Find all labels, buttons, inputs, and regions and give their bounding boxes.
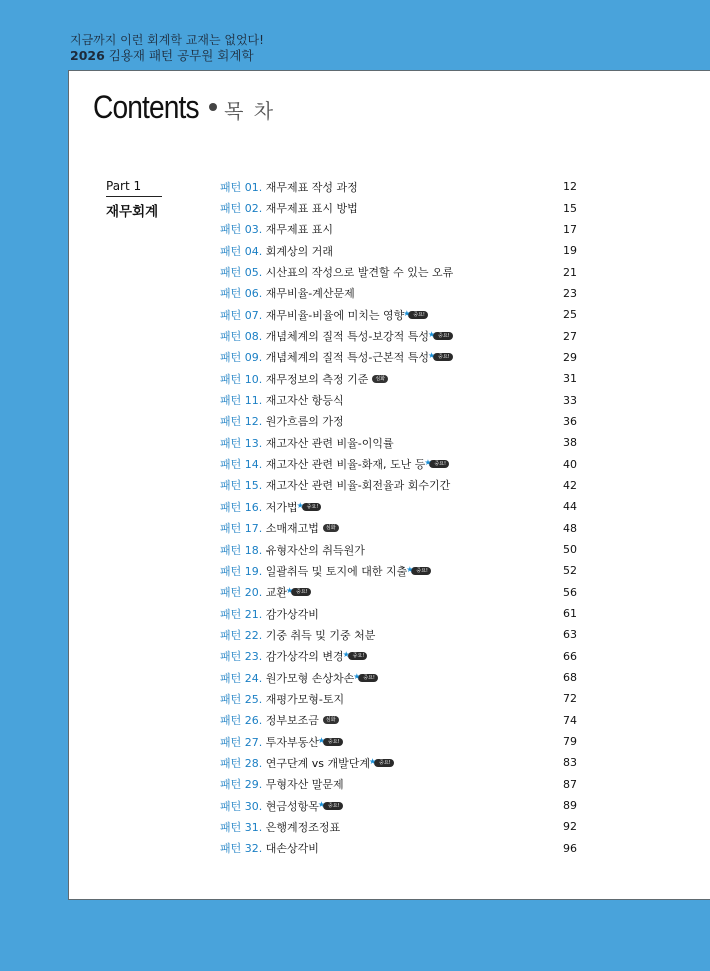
toc-entry[interactable] xyxy=(220,496,580,517)
pattern-number: 패턴 25. xyxy=(220,692,263,706)
toc-entry[interactable] xyxy=(220,539,580,560)
pattern-title: 원가흐름의 가정 xyxy=(265,415,344,429)
page-number: 36 xyxy=(563,414,577,428)
toc-list xyxy=(220,176,580,859)
advanced-badge: 심화 xyxy=(372,375,388,383)
pattern-title: 재고자산 관련 비율-이익률 xyxy=(265,436,394,450)
toc-entry[interactable] xyxy=(220,304,580,325)
toc-entry[interactable] xyxy=(220,688,580,709)
toc-entry[interactable] xyxy=(220,325,580,346)
pattern-number: 패턴 20. xyxy=(220,586,263,600)
advanced-badge: 심화 xyxy=(323,716,339,724)
toc-entry[interactable] xyxy=(220,475,580,496)
page-number: 72 xyxy=(563,692,577,706)
contents-title: Contents xyxy=(93,89,199,125)
pattern-number: 패턴 13. xyxy=(220,436,263,450)
pattern-title: 재무정보의 측정 기준 xyxy=(265,372,369,386)
important-badge: ★ 중요! xyxy=(374,759,394,767)
toc-entry[interactable] xyxy=(220,219,580,240)
page-number: 15 xyxy=(563,201,577,215)
part-label: Part 1 xyxy=(106,179,162,197)
important-badge: ★ 중요! xyxy=(323,738,343,746)
toc-entry[interactable] xyxy=(220,816,580,837)
pattern-title: 연구단계 vs 개발단계 xyxy=(265,756,370,770)
pattern-number: 패턴 31. xyxy=(220,820,263,834)
pattern-number: 패턴 21. xyxy=(220,607,263,621)
pattern-number: 패턴 29. xyxy=(220,778,263,792)
contents-heading xyxy=(93,89,275,126)
page-number: 12 xyxy=(563,180,577,194)
pattern-title: 재무제표 표시 xyxy=(265,223,334,237)
page-number: 96 xyxy=(563,841,577,855)
page-number: 31 xyxy=(563,372,577,386)
pattern-title: 현금성항목 xyxy=(265,799,319,813)
pattern-number: 패턴 14. xyxy=(220,458,263,472)
toc-entry[interactable] xyxy=(220,560,580,581)
pattern-title: 재고자산 관련 비율-회전율과 회수기간 xyxy=(265,479,451,493)
page-number: 68 xyxy=(563,671,577,685)
toc-entry[interactable] xyxy=(220,411,580,432)
page-number: 40 xyxy=(563,457,577,471)
pattern-title: 재무비율-비율에 미치는 영향 xyxy=(265,308,405,322)
pattern-title: 소매재고법 xyxy=(265,522,319,536)
pattern-number: 패턴 23. xyxy=(220,650,263,664)
page-number: 33 xyxy=(563,393,577,407)
page-number: 27 xyxy=(563,329,577,343)
pattern-title: 교환 xyxy=(265,586,288,600)
page-number: 25 xyxy=(563,308,577,322)
toc-entry[interactable] xyxy=(220,795,580,816)
toc-entry[interactable] xyxy=(220,838,580,859)
part-heading xyxy=(106,179,162,220)
pattern-title: 재무비율-계산문제 xyxy=(265,287,355,301)
toc-entry[interactable] xyxy=(220,389,580,410)
pattern-number: 패턴 24. xyxy=(220,671,263,685)
pattern-number: 패턴 07. xyxy=(220,308,263,322)
toc-entry[interactable] xyxy=(220,261,580,282)
pattern-number: 패턴 15. xyxy=(220,479,263,493)
page-number: 42 xyxy=(563,478,577,492)
pattern-title: 일괄취득 및 토지에 대한 지출 xyxy=(265,564,408,578)
pattern-title: 대손상각비 xyxy=(265,842,319,856)
bullet-dot-icon xyxy=(209,103,217,111)
important-badge: ★ 중요! xyxy=(433,353,453,361)
page-number: 21 xyxy=(563,265,577,279)
advanced-badge: 심화 xyxy=(323,524,339,532)
page-number: 66 xyxy=(563,649,577,663)
pattern-number: 패턴 30. xyxy=(220,799,263,813)
toc-entry[interactable] xyxy=(220,582,580,603)
pattern-title: 감가상각비 xyxy=(265,607,319,621)
pattern-title: 재평가모형-토지 xyxy=(265,692,345,706)
pattern-number: 패턴 22. xyxy=(220,628,263,642)
pattern-title: 정부보조금 xyxy=(265,714,319,728)
page-number: 44 xyxy=(563,500,577,514)
pattern-number: 패턴 16. xyxy=(220,500,263,514)
page-number: 17 xyxy=(563,222,577,236)
pattern-number: 패턴 08. xyxy=(220,330,263,344)
important-badge: ★ 중요! xyxy=(302,503,322,511)
book-title xyxy=(70,48,264,64)
page-number: 83 xyxy=(563,756,577,770)
page-number: 29 xyxy=(563,350,577,364)
page-number: 48 xyxy=(563,521,577,535)
pattern-number: 패턴 26. xyxy=(220,714,263,728)
important-badge: ★ 중요! xyxy=(348,652,368,660)
important-badge: ★ 중요! xyxy=(323,802,343,810)
pattern-title: 저가법 xyxy=(265,500,298,514)
toc-entry[interactable] xyxy=(220,752,580,773)
pattern-title: 시산표의 작성으로 발견할 수 있는 오류 xyxy=(265,266,454,280)
page-number: 52 xyxy=(563,564,577,578)
toc-entry[interactable] xyxy=(220,646,580,667)
pattern-number: 패턴 04. xyxy=(220,244,263,258)
pattern-title: 재무제표 작성 과정 xyxy=(265,180,358,194)
pattern-title: 원가모형 손상차손 xyxy=(265,671,355,685)
important-badge: ★ 중요! xyxy=(358,674,378,682)
toc-entry[interactable] xyxy=(220,667,580,688)
pattern-number: 패턴 11. xyxy=(220,394,263,408)
pattern-number: 패턴 02. xyxy=(220,202,263,216)
page-number: 38 xyxy=(563,436,577,450)
page-number: 50 xyxy=(563,543,577,557)
pattern-number: 패턴 10. xyxy=(220,372,263,386)
pattern-number: 패턴 18. xyxy=(220,543,263,557)
pattern-number: 패턴 17. xyxy=(220,522,263,536)
important-badge: ★ 중요! xyxy=(408,311,428,319)
book-header xyxy=(70,33,264,64)
pattern-title: 재고자산 항등식 xyxy=(265,394,344,408)
toc-entry[interactable] xyxy=(220,176,580,197)
pattern-number: 패턴 09. xyxy=(220,351,263,365)
pattern-number: 패턴 05. xyxy=(220,266,263,280)
contents-subtitle: 목 차 xyxy=(224,99,276,123)
pattern-number: 패턴 27. xyxy=(220,735,263,749)
contents-page xyxy=(68,70,710,900)
pattern-number: 패턴 19. xyxy=(220,564,263,578)
pattern-number: 패턴 03. xyxy=(220,223,263,237)
pattern-number: 패턴 06. xyxy=(220,287,263,301)
toc-entry[interactable] xyxy=(220,432,580,453)
toc-entry[interactable] xyxy=(220,624,580,645)
toc-entry[interactable] xyxy=(220,197,580,218)
pattern-title: 감가상각의 변경 xyxy=(265,650,344,664)
page-number: 92 xyxy=(563,820,577,834)
book-title-text: 김용재 패턴 공무원 회계학 xyxy=(108,48,254,63)
pattern-title: 재고자산 관련 비율-화재, 도난 등 xyxy=(265,458,426,472)
page-number: 79 xyxy=(563,735,577,749)
book-year: 2026 xyxy=(70,48,105,63)
page-number: 87 xyxy=(563,777,577,791)
pattern-title: 투자부동산 xyxy=(265,735,319,749)
toc-entry[interactable] xyxy=(220,283,580,304)
page-number: 19 xyxy=(563,244,577,258)
page-number: 74 xyxy=(563,713,577,727)
toc-entry[interactable] xyxy=(220,603,580,624)
toc-entry[interactable] xyxy=(220,347,580,368)
toc-entry[interactable] xyxy=(220,774,580,795)
toc-entry[interactable] xyxy=(220,518,580,539)
important-badge: ★ 중요! xyxy=(433,332,453,340)
book-tagline: 지금까지 이런 회계학 교재는 없었다! xyxy=(70,33,264,47)
pattern-number: 패턴 12. xyxy=(220,415,263,429)
page-number: 63 xyxy=(563,628,577,642)
toc-entry[interactable] xyxy=(220,710,580,731)
page-number: 89 xyxy=(563,799,577,813)
pattern-title: 개념체계의 질적 특성-근본적 특성 xyxy=(265,351,429,365)
toc-entry[interactable] xyxy=(220,240,580,261)
toc-entry[interactable] xyxy=(220,368,580,389)
important-badge: ★ 중요! xyxy=(429,460,449,468)
page-number: 61 xyxy=(563,607,577,621)
pattern-number: 패턴 32. xyxy=(220,842,263,856)
toc-entry[interactable] xyxy=(220,453,580,474)
page-number: 23 xyxy=(563,286,577,300)
pattern-title: 은행계정조정표 xyxy=(265,820,341,834)
pattern-title: 회계상의 거래 xyxy=(265,244,334,258)
pattern-title: 재무제표 표시 방법 xyxy=(265,202,358,216)
pattern-title: 기중 취득 및 기중 처분 xyxy=(265,628,376,642)
important-badge: ★ 중요! xyxy=(411,567,431,575)
page-number: 56 xyxy=(563,585,577,599)
pattern-number: 패턴 01. xyxy=(220,180,263,194)
part-name: 재무회계 xyxy=(106,204,159,220)
pattern-title: 유형자산의 취득원가 xyxy=(265,543,365,557)
pattern-title: 무형자산 말문제 xyxy=(265,778,344,792)
pattern-number: 패턴 28. xyxy=(220,756,263,770)
pattern-title: 개념체계의 질적 특성-보강적 특성 xyxy=(265,330,429,344)
important-badge: ★ 중요! xyxy=(291,588,311,596)
toc-entry[interactable] xyxy=(220,731,580,752)
